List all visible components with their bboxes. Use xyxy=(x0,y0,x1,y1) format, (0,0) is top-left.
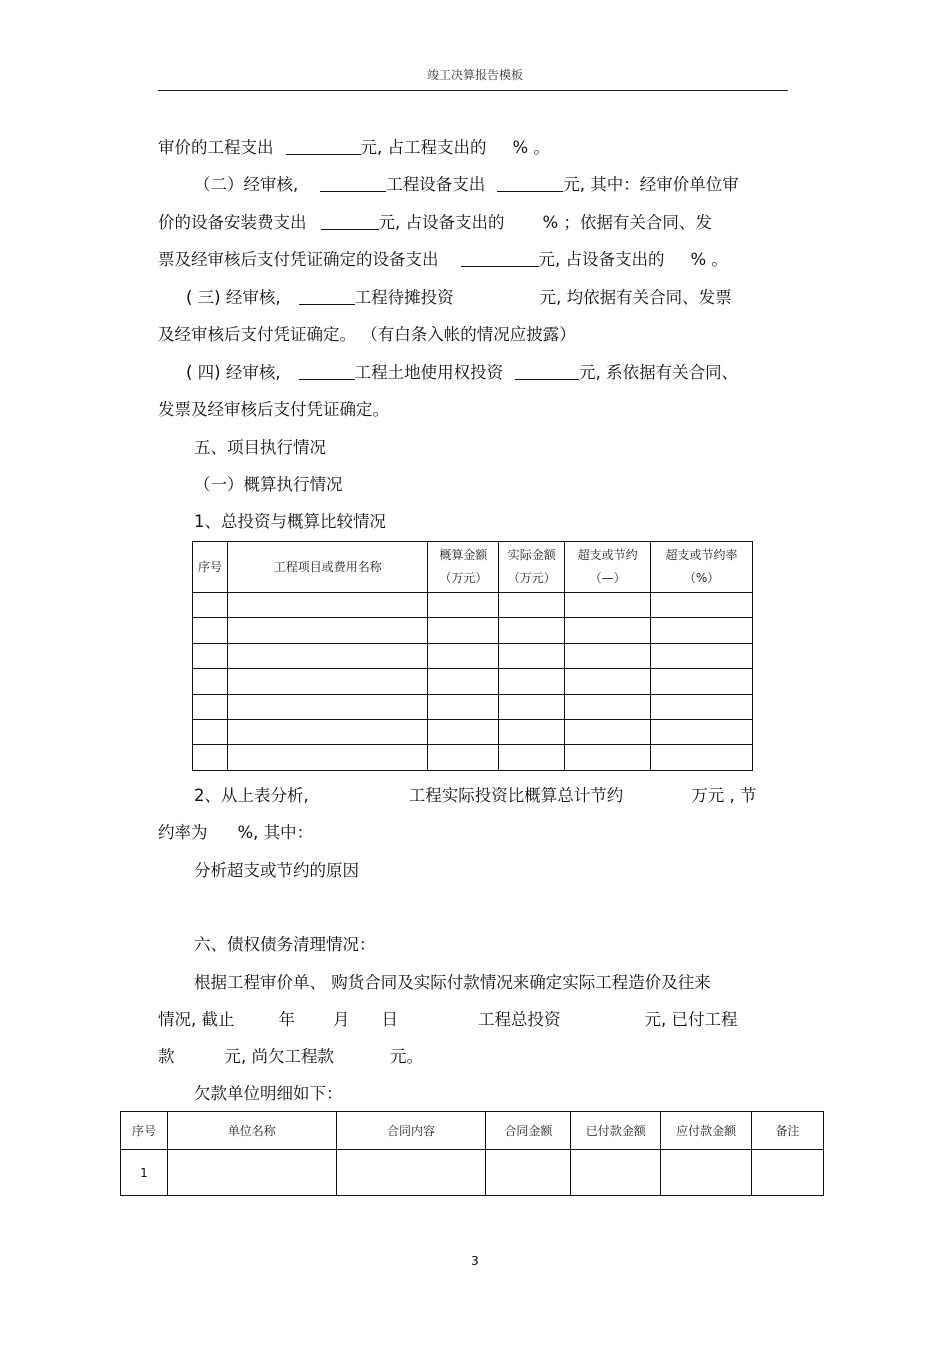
section-5-heading: 五、项目执行情况 xyxy=(194,438,326,457)
table-row xyxy=(193,669,753,694)
blank-field xyxy=(286,138,361,155)
line-15: 欠款单位明细如下： xyxy=(194,1084,343,1103)
table-row xyxy=(193,745,753,770)
line-8: 发票及经审核后支付凭证确定。 xyxy=(158,400,389,419)
header-rule xyxy=(158,90,788,91)
col-header-payable-amount: 应付款金额 xyxy=(661,1112,752,1150)
section-6-heading: 六、债权债务清理情况： xyxy=(194,935,376,954)
line-5: ( 三) 经审核, 工程待摊投资 元, 均依据有关合同、发票 xyxy=(186,288,732,307)
line-9: 2、从上表分析, 工程实际投资比概算总计节约 万元 , 节 xyxy=(194,786,757,805)
page-header-title: 竣工决算报告模板 xyxy=(426,68,523,82)
line-7: ( 四) 经审核, 工程土地使用权投资 元, 系依据有关合同、 xyxy=(186,363,739,382)
line-3: 价的设备安装费支出 元, 占设备支出的 % ；依据有关合同、发 xyxy=(158,213,712,232)
blank-field xyxy=(320,175,386,192)
col-header-index: 序号 xyxy=(193,542,228,593)
col-header-over-or-saved-rate: 超支或节约率 （%） xyxy=(651,542,753,593)
col-header-index: 序号 xyxy=(121,1112,168,1150)
col-header-item-name: 工程项目或费用名称 xyxy=(227,542,428,593)
table-row xyxy=(121,1150,824,1196)
col-header-contract-content: 合同内容 xyxy=(336,1112,486,1150)
blank-field xyxy=(515,363,579,380)
col-header-remarks: 备注 xyxy=(752,1112,824,1150)
line-14: 款 元, 尚欠工程款 元。 xyxy=(158,1047,423,1066)
line-2: （二）经审核, 工程设备支出 元, 其中：经审价单位审 xyxy=(194,175,739,194)
section-5-1-1-heading: 1、总投资与概算比较情况 xyxy=(194,512,386,531)
col-header-unit-name: 单位名称 xyxy=(167,1112,336,1150)
table-row xyxy=(193,694,753,719)
col-header-budget-amount: 概算金额 （万元） xyxy=(428,542,499,593)
table-header-row xyxy=(121,1112,824,1150)
line-4: 票及经审核后支付凭证确定的设备支出 元, 占设备支出的 % 。 xyxy=(158,250,728,269)
col-header-actual-amount: 实际金额 （万元） xyxy=(499,542,565,593)
blank-field xyxy=(497,175,563,192)
line-10: 约率为 %, 其中： xyxy=(158,823,314,842)
table-row xyxy=(193,643,753,668)
line-6: 及经审核后支付凭证确定。 （有白条入帐的情况应披露） xyxy=(158,325,576,344)
col-header-over-or-saved: 超支或节约 （—） xyxy=(565,542,651,593)
page-number: 3 xyxy=(471,1254,479,1268)
table-header-row xyxy=(193,542,753,593)
section-5-1-heading: （一）概算执行情况 xyxy=(194,475,343,494)
debtor-details-table xyxy=(120,1111,824,1196)
col-header-paid-amount: 已付款金额 xyxy=(571,1112,661,1150)
cell-index: 1 xyxy=(121,1150,168,1196)
blank-field xyxy=(321,213,379,230)
line-12: 根据工程审价单、 购货合同及实际付款情况来确定实际工程造价及往来 xyxy=(194,973,711,992)
line-11: 分析超支或节约的原因 xyxy=(194,861,359,880)
table-row xyxy=(193,618,753,643)
table-row xyxy=(193,719,753,744)
blank-field xyxy=(299,363,355,380)
budget-comparison-table xyxy=(192,541,753,771)
col-header-contract-amount: 合同金额 xyxy=(486,1112,571,1150)
blank-field xyxy=(461,250,539,267)
blank-field xyxy=(299,288,355,305)
line-1: 审价的工程支出 元, 占工程支出的 % 。 xyxy=(158,138,550,157)
table-row xyxy=(193,593,753,618)
line-13: 情况, 截止 年 月 日 工程总投资 元, 已付工程 xyxy=(158,1010,738,1029)
